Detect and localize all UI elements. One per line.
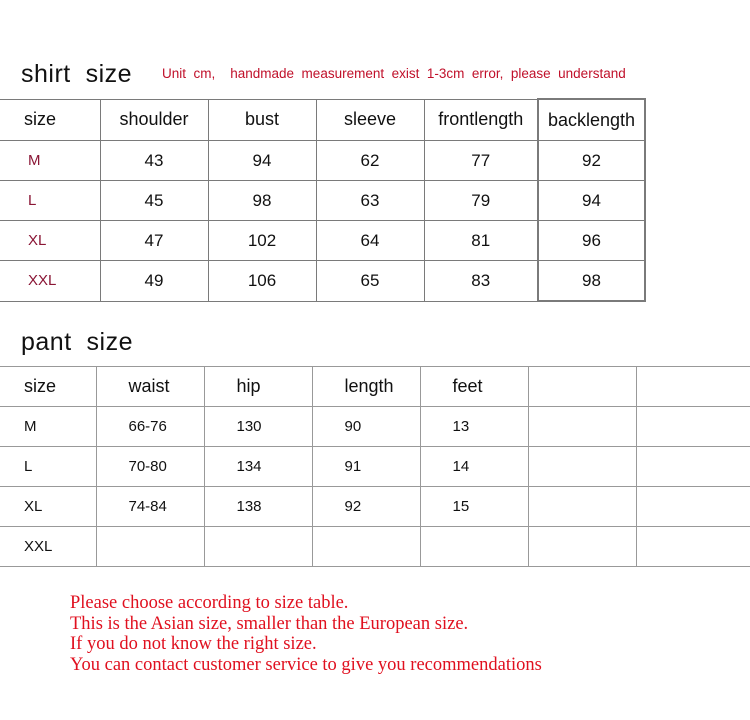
table-cell: L: [0, 447, 96, 487]
shirt-header-sleeve: sleeve: [316, 99, 424, 141]
pant-header-empty: [528, 367, 636, 407]
note-line: This is the Asian size, smaller than the European size.: [70, 613, 469, 634]
table-cell: 64: [316, 221, 424, 261]
pant-header-waist: waist: [96, 367, 204, 407]
table-cell: 79: [424, 181, 538, 221]
table-cell: 70-80: [96, 447, 204, 487]
shirt-size-note: Unit cm, handmade measurement exist 1-3cm error, please understand: [162, 66, 626, 81]
size-advice-notes: [70, 593, 542, 675]
table-cell: [204, 527, 312, 567]
table-cell: [636, 447, 750, 487]
table-cell: 13: [420, 407, 528, 447]
table-row: [0, 447, 750, 487]
table-cell: 98: [208, 181, 316, 221]
table-cell: 45: [100, 181, 208, 221]
shirt-size-title: shirt size: [21, 60, 133, 88]
table-cell: 92: [538, 141, 645, 181]
shirt-header-backlength: backlength: [538, 99, 645, 141]
table-row: [0, 407, 750, 447]
pant-size-title: pant size: [21, 328, 134, 356]
table-cell: 62: [316, 141, 424, 181]
shirt-header-bust: bust: [208, 99, 316, 141]
pant-header-hip: hip: [204, 367, 312, 407]
shirt-size-table: [0, 98, 646, 302]
table-cell: 65: [316, 261, 424, 302]
shirt-header-row: [0, 99, 645, 141]
table-cell: 94: [538, 181, 645, 221]
table-cell: 49: [100, 261, 208, 302]
table-cell: 66-76: [96, 407, 204, 447]
shirt-header-size: size: [0, 99, 100, 141]
table-cell: 134: [204, 447, 312, 487]
table-cell: 106: [208, 261, 316, 302]
table-row: [0, 527, 750, 567]
table-cell: [636, 527, 750, 567]
table-row: [0, 181, 645, 221]
table-cell: [636, 487, 750, 527]
shirt-header-shoulder: shoulder: [100, 99, 208, 141]
table-cell: [96, 527, 204, 567]
table-cell: M: [0, 141, 100, 181]
table-cell: 96: [538, 221, 645, 261]
table-cell: 98: [538, 261, 645, 302]
table-cell: [420, 527, 528, 567]
table-cell: XXL: [0, 261, 100, 302]
note-line: If you do not know the right size.: [70, 634, 317, 654]
table-cell: 63: [316, 181, 424, 221]
table-cell: 83: [424, 261, 538, 302]
table-cell: 138: [204, 487, 312, 527]
table-cell: 81: [424, 221, 538, 261]
table-cell: [528, 527, 636, 567]
table-cell: [636, 407, 750, 447]
table-cell: L: [0, 181, 100, 221]
pant-header-size: size: [0, 367, 96, 407]
table-cell: 94: [208, 141, 316, 181]
table-cell: XL: [0, 221, 100, 261]
table-cell: 14: [420, 447, 528, 487]
table-cell: 47: [100, 221, 208, 261]
table-cell: [528, 407, 636, 447]
pant-header-length: length: [312, 367, 420, 407]
table-cell: 91: [312, 447, 420, 487]
table-cell: 15: [420, 487, 528, 527]
table-cell: 77: [424, 141, 538, 181]
table-cell: 130: [204, 407, 312, 447]
table-row: [0, 487, 750, 527]
table-cell: M: [0, 407, 96, 447]
pant-header-row: [0, 367, 750, 407]
table-row: [0, 261, 645, 302]
table-cell: 102: [208, 221, 316, 261]
table-row: [0, 141, 645, 181]
table-cell: XXL: [0, 527, 96, 567]
note-line: You can contact customer service to give you recommendations: [70, 654, 542, 675]
pant-header-empty: [636, 367, 750, 407]
table-row: [0, 221, 645, 261]
table-cell: 43: [100, 141, 208, 181]
table-cell: 74-84: [96, 487, 204, 527]
pant-header-feet: feet: [420, 367, 528, 407]
table-cell: [528, 447, 636, 487]
table-cell: [312, 527, 420, 567]
table-cell: 90: [312, 407, 420, 447]
shirt-header-frontlength: frontlength: [424, 99, 538, 141]
table-cell: [528, 487, 636, 527]
table-cell: XL: [0, 487, 96, 527]
note-line: Please choose according to size table.: [70, 593, 349, 613]
table-cell: 92: [312, 487, 420, 527]
pant-size-table: [0, 366, 750, 567]
